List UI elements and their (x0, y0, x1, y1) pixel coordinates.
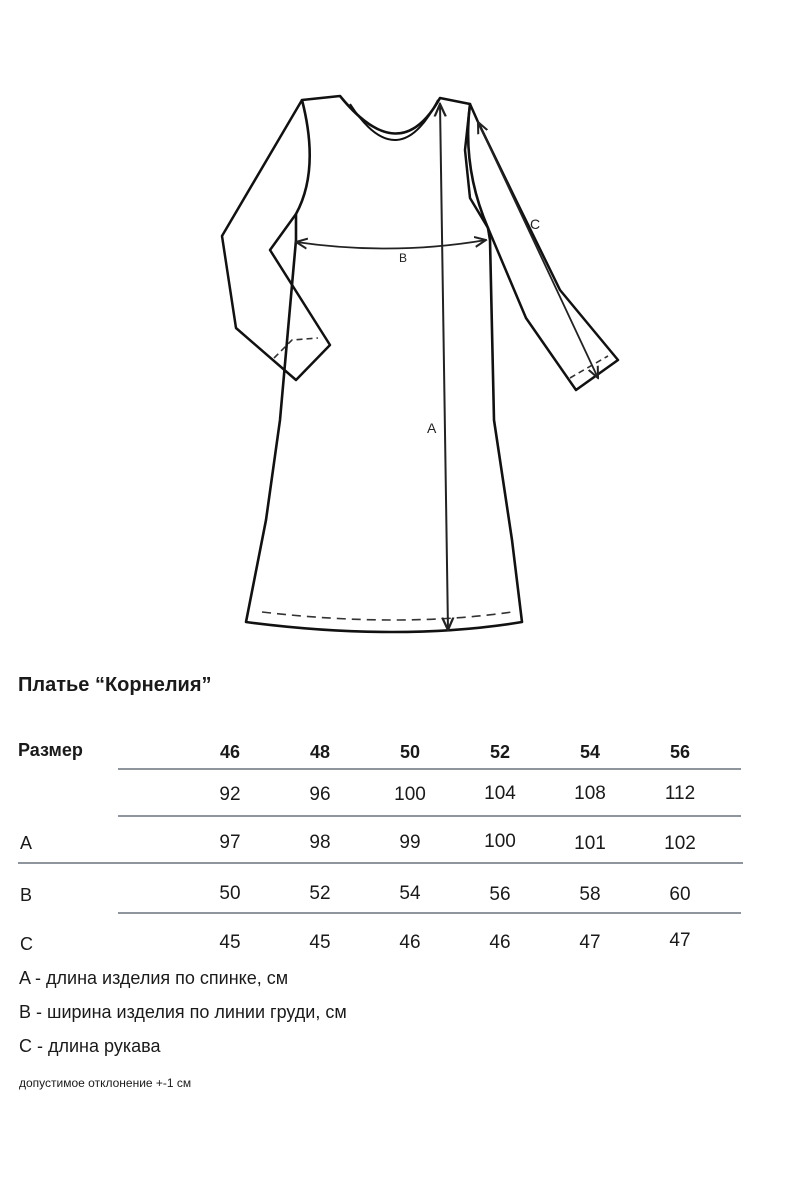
table-cell: 50 (219, 883, 241, 904)
row-label-b: B (20, 885, 33, 905)
table-cell: 45 (219, 932, 241, 953)
size-col-48: 48 (309, 742, 331, 762)
table-cell: 54 (399, 883, 421, 904)
size-header-label: Размер (18, 740, 83, 760)
size-col-54: 54 (579, 742, 601, 762)
legend-a: A - длина изделия по спинке, см (19, 968, 289, 988)
table-cell: 45 (309, 932, 331, 953)
table-cell: 102 (664, 833, 696, 854)
product-title: Платье “Корнелия” (18, 674, 212, 696)
table-cell: 100 (394, 784, 426, 805)
size-col-52: 52 (489, 742, 511, 762)
size-col-46: 46 (219, 742, 241, 762)
table-cell: 96 (309, 784, 331, 805)
table-cell: 104 (484, 783, 516, 804)
table-cell: 92 (219, 784, 241, 805)
table-cell: 108 (574, 783, 606, 804)
table-cell: 112 (664, 783, 696, 804)
legend-c: C - длина рукава (19, 1036, 161, 1056)
table-cell: 60 (669, 884, 691, 905)
table-divider (118, 768, 741, 770)
dimension-c-label: C (530, 216, 541, 232)
table-cell: 98 (309, 832, 331, 853)
table-cell: 46 (399, 932, 421, 953)
table-cell: 46 (489, 932, 511, 953)
tolerance-note: допустимое отклонение +-1 см (19, 1076, 192, 1090)
table-divider (118, 912, 741, 914)
size-col-56: 56 (669, 742, 691, 762)
row-label-a: A (20, 833, 33, 853)
table-divider (118, 815, 741, 817)
dimension-a-label: A (427, 420, 437, 436)
size-col-50: 50 (399, 742, 421, 762)
table-cell: 97 (219, 832, 241, 853)
table-cell: 52 (309, 883, 331, 904)
table-divider (18, 862, 743, 864)
table-cell: 58 (579, 884, 601, 905)
table-cell: 101 (574, 833, 606, 854)
legend-b: B - ширина изделия по линии груди, см (19, 1002, 347, 1022)
row-label-c: C (20, 934, 33, 954)
table-cell: 47 (669, 930, 691, 951)
table-cell: 99 (399, 832, 421, 853)
table-cell: 56 (489, 884, 511, 905)
table-cell: 100 (484, 831, 516, 852)
dimension-b-label: B (399, 251, 408, 265)
table-cell: 47 (579, 932, 601, 953)
